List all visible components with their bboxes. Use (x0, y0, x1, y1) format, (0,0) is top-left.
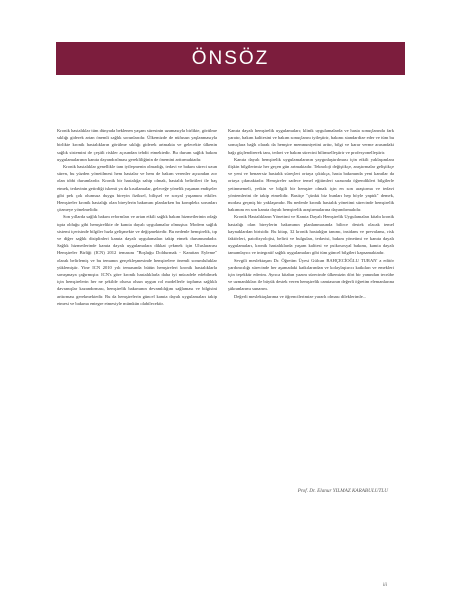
title-banner (56, 42, 405, 75)
paragraph: Kronik Hastalıkların Yönetimi ve Kanıta Dayalı Hemşirelik Uygulamaları kitabı kronik hastalığı olan bireylerin bakımının planlanmasında bilirce destek olacak temel kaynaklardan birisidir. Bu kitap, 32 kronik hastalığın tanımı, insidans ve prevalansı, risk faktörleri, patofizyolojisi, belirti ve bulguları, tedavisi, bakım yönetimi ve kanıta dayalı uygulamaları, kronik hastalıklarda yaşam kalitesi ve psikososyal bakımı, kanıta dayalı tamamlayıcı ve integratif sağlık uygulamaları gibi tüm güncel bilgileri kapsamaktadır. (228, 214, 394, 256)
right-column (228, 127, 394, 300)
author-signature: Prof. Dr. Elanur YILMAZ KARABULUTLU (297, 488, 388, 494)
page-number: iii (382, 583, 387, 588)
left-column (57, 127, 217, 307)
paragraph: Son yıllarda sağlık bakım reformları ve artan etkili sağlık bakım hizmetlerinin odağı tıpta olduğu gibi hemşirelikte de kanıta dayalı uygulamalar olmuştur. Modern sağlık sistemi içerisinde bilgiler hızla gelişmekte ve değişmektedir. Bu nedenle hemşirelik, tıp ve diğer sağlık disiplinleri kanıta dayalı uygulamaları takip etmek durumundadır. Sağlık hizmetlerinde kanıta dayalı uygulamalara dikkat çekmek için Uluslararası Hemşireler Birliği (ICN) 2012 temasını "Boşluğu Doldurmak - Kanıttan Eyleme" olarak belirlemiş ve bu temanın gerçekleşmesinde hemşirelere önemli sorumluluklar yüklemiştir. Yine ICN 2010 yılı temasında bütün hemşireleri kronik hastalıklarla savaşmaya çağırmıştır. ICN's göre kronik hastalıklarla daha iyi mücadele edebilmek için hemşirelerin her ne şekilde olursa olsun uygun rol modellerle topluma sağlıklı davranışlar kazandırması, hemşirelik bakımının devamlılığını sağlaması ve bilgisini arttırması gerekmektedir. Bu da hemşirelerin güncel kanıta dayalı uygulamaları takip etmesi ve bakıma entegre etmesiyle mümkün olabilecektir. (57, 214, 217, 306)
paragraph: Kronik hastalıklar genellikle tam iyileşmenin olmadığı, tedavi ve bakım süreci uzun süren, bu yüzden yönetilmesi hem hastalar ve hem de bakım verenler açısından zor olan tıbbi durumlardır. Kronik bir hastalığa sahip olmak, hastalık belirtileri ile baş etmek, tedavinin getirdiği iskenti ya da kısıtlamalar, geleceğe yönelik yaşanan endişeler gibi pek çok olumsuz duygu bireyin fiziksel, bilişsel ve sosyal yaşamını etkiler. Hemşireler kronik hastalığı olan bireylerin bakımını planlarken bu kompleks sorunları çözmeye yönelmelidir. (57, 164, 217, 213)
paragraph: Sevgili meslektaşım Dr. Öğretim Üyesi Gülcan BAHÇECİOĞLU TURAN' a editör yardımcılığı sürecinde her aşamadaki katkılarından ve kolaylaştırıcı katkıları ve emekleri için teşekkür ederim. Ayrıca kitabın yazım sürecinde ülkemizin dört bir yanından tecrübe ve uzmanlıkları ile büyük destek veren hemşirelik camiasının değerli öğretim elemanlarına şükranlarımı sunarım. (228, 257, 394, 292)
paragraph: Kronik hastalıklar tüm dünyada beklenen yaşam süresinin uzamasıyla birlikte, görülme sıklığı giderek artan önemli sağlık sorunlarıdır. Ülkemizde de nüfusun yaşlanmasıyla birlikte kronik hastalıkların görülme sıklığı giderek artmakta ve gelecekte ülkenin sağlık sistemini de çeşitli riskler açısından tehdit etmektedir. Bu durum sağlık bakım uygulamalarının kanıta dayandırılması gerekliliğinin de önemini arttırmaktadır. (57, 128, 217, 162)
paragraph: Kanıta dayalı hemşirelik uygulamaları; klinik uygulamalarda ve hasta sonuçlarında fark yaratır, bakım kalitesini ve bakım sonuçlarını iyileştirir, bakımı standardize eder ve tüm bu sonuçlara bağlı olarak da hemşire memnuniyetini arttır, bilgi ve karar verme arasındaki bağı güçlendirerek tanı, tedavi ve bakım sürecini bilimselleştirir ve profesyonelleştirir. (228, 128, 394, 155)
page-title: ÖNSÖZ (191, 47, 270, 69)
paragraph: Değerli meslektaşlarıma ve öğrencilerimize yararlı olması dileklerimle... (234, 293, 367, 299)
paragraph: Kanıta dayalı hemşirelik uygulamalarının yaygınlaştırılması için etkili yaklaşımlara ilişkin bilgilerimiz her geçen gün artmaktadır. Teknoloji değiştikçe, araştırmalar geliştikçe ve yeni ve benzersiz hastalık süreçleri ortaya çıktıkça, hasta bakımında yeni kanıtlar da ortaya çıkmaktadır. Hemşireler sadece temel eğitimleri sırasında öğrendikleri bilgilerle yetinmemeli, yetkin ve bilgili bir hemşire olmak için en son araştırma ve tedavi yöntemlerini de takip etmelidir. Basitçe "çünkü biz bunları hep böyle yaptık" demek, modası geçmiş bir yaklaşımdır. Bu nedenle kronik hastalık yönetimi sürecinde hemşirelik bakımını en son kanıta dayalı hemşirelik araştırmalarına dayandırmalıdır. (228, 156, 394, 213)
